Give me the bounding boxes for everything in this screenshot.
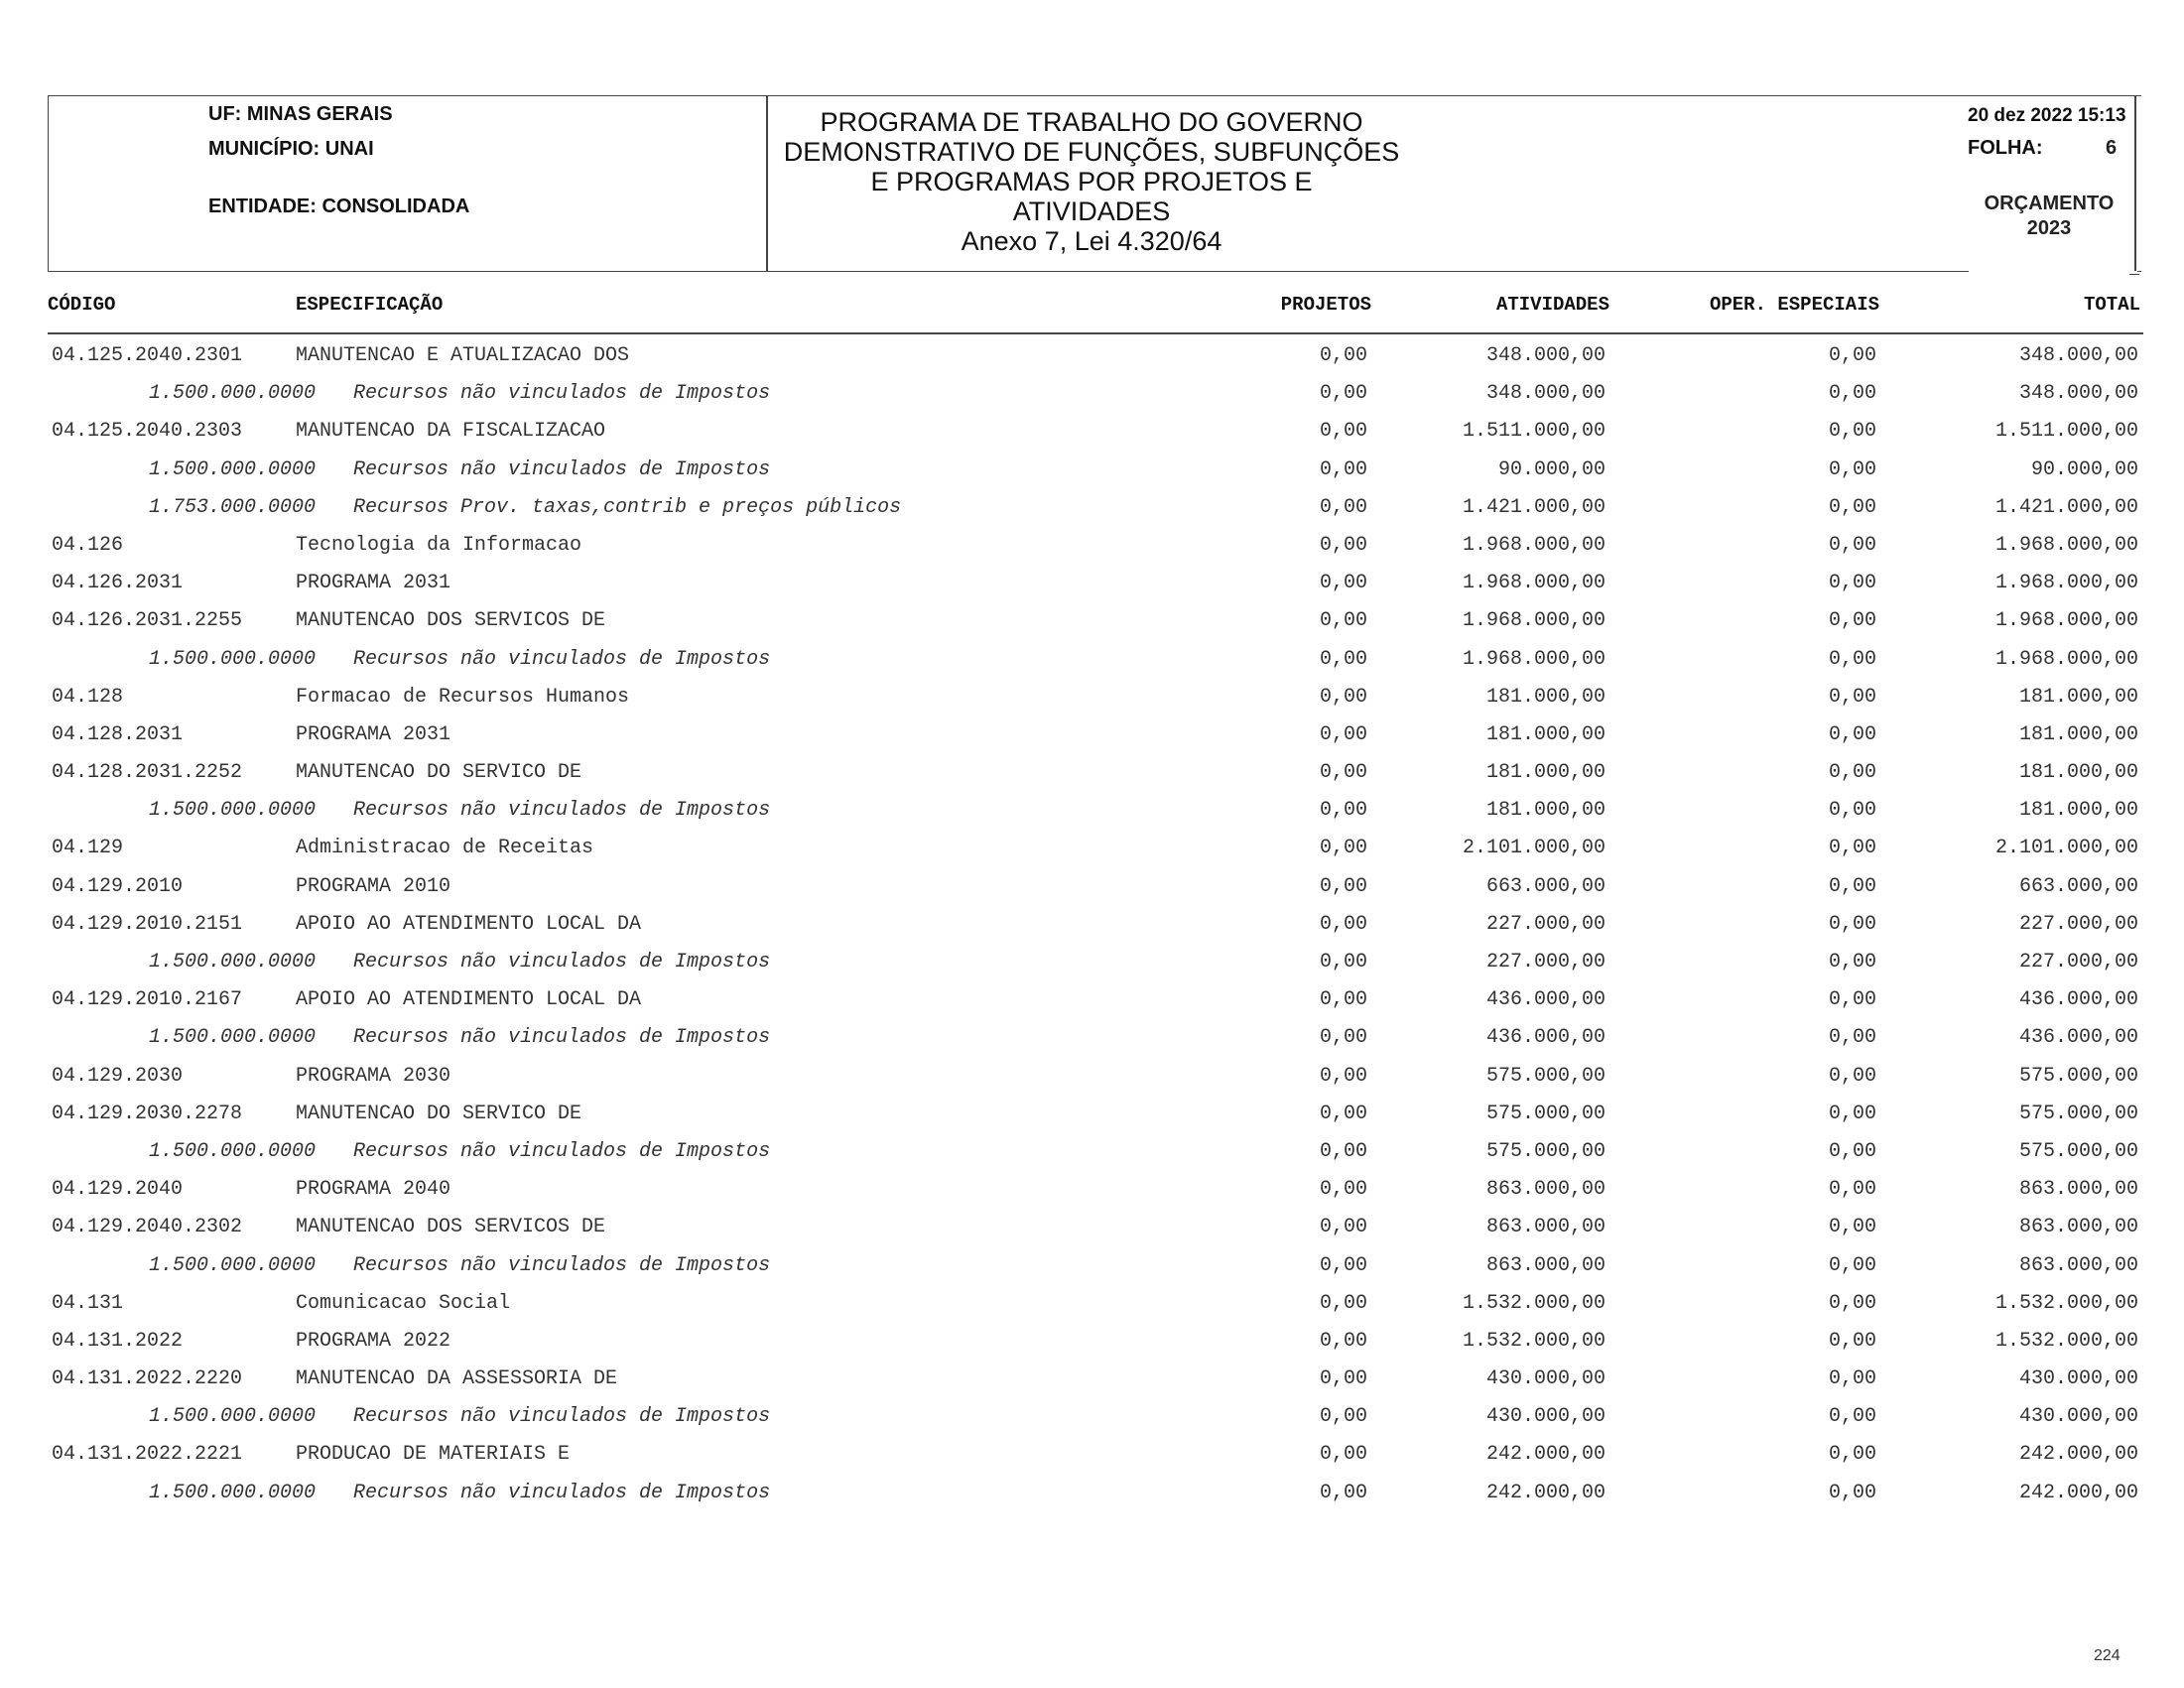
row-especificacao: Recursos não vinculados de Impostos — [353, 382, 771, 406]
row-oper-especiais: 0,00 — [1828, 609, 1876, 633]
title-line-1: PROGRAMA DE TRABALHO DO GOVERNO — [820, 107, 1363, 137]
row-oper-especiais: 0,00 — [1828, 647, 1876, 671]
row-oper-especiais: 0,00 — [1828, 1329, 1876, 1353]
row-especificacao: Formacao de Recursos Humanos — [296, 685, 630, 709]
row-total: 90.000,00 — [2030, 457, 2138, 481]
col-codigo: CÓDIGO — [48, 294, 116, 316]
row-code: 04.131 — [52, 1291, 124, 1315]
row-especificacao: PRODUCAO DE MATERIAIS E — [296, 1443, 571, 1467]
header-right-border — [2134, 95, 2136, 274]
row-code: 04.129.2010.2151 — [52, 912, 243, 936]
row-code: 1.500.000.0000 — [149, 1026, 317, 1050]
row-oper-especiais: 0,00 — [1828, 1102, 1876, 1125]
fonte-row — [0, 1136, 2184, 1174]
row-atividades: 181.000,00 — [1485, 685, 1606, 709]
row-oper-especiais: 0,00 — [1828, 1443, 1876, 1467]
row-total: 1.532.000,00 — [1994, 1291, 2138, 1315]
row-total: 181.000,00 — [2018, 761, 2138, 785]
row-code: 04.126 — [52, 533, 124, 557]
row-projetos: 0,00 — [1319, 1026, 1367, 1050]
row-atividades: 1.968.000,00 — [1462, 572, 1606, 595]
row-especificacao: Recursos não vinculados de Impostos — [353, 951, 771, 974]
row-code: 1.500.000.0000 — [149, 1481, 317, 1504]
row-atividades: 181.000,00 — [1485, 722, 1606, 746]
row-atividades: 863.000,00 — [1485, 1178, 1606, 1202]
row-code: 04.129.2030 — [52, 1064, 184, 1088]
row-projetos: 0,00 — [1319, 874, 1367, 898]
table-row — [0, 1439, 2184, 1477]
table-row — [0, 1288, 2184, 1326]
row-projetos: 0,00 — [1319, 1367, 1367, 1391]
table-row — [0, 1326, 2184, 1363]
column-headers — [0, 294, 2184, 324]
row-atividades: 863.000,00 — [1485, 1253, 1606, 1277]
row-especificacao: Recursos não vinculados de Impostos — [353, 647, 771, 671]
row-projetos: 0,00 — [1319, 837, 1367, 860]
fonte-row — [0, 1022, 2184, 1060]
header-divider — [766, 95, 768, 272]
row-projetos: 0,00 — [1319, 1102, 1367, 1125]
col-total: TOTAL — [2083, 294, 2140, 316]
row-especificacao: MANUTENCAO DO SERVICO DE — [296, 761, 582, 785]
row-projetos: 0,00 — [1319, 420, 1367, 444]
row-especificacao: MANUTENCAO DA FISCALIZACAO — [296, 420, 606, 444]
col-oper-especiais: OPER. ESPECIAIS — [1709, 294, 1879, 316]
orcamento-label: ORÇAMENTO — [1984, 193, 2115, 214]
row-total: 430.000,00 — [2018, 1367, 2138, 1391]
row-code: 04.128.2031.2252 — [52, 761, 243, 785]
row-especificacao: PROGRAMA 2010 — [296, 874, 451, 898]
row-projetos: 0,00 — [1319, 1178, 1367, 1202]
row-code: 04.129.2010 — [52, 874, 184, 898]
row-projetos: 0,00 — [1319, 457, 1367, 481]
row-especificacao: Recursos não vinculados de Impostos — [353, 457, 771, 481]
row-oper-especiais: 0,00 — [1828, 988, 1876, 1012]
row-oper-especiais: 0,00 — [1828, 951, 1876, 974]
row-projetos: 0,00 — [1319, 647, 1367, 671]
table-row — [0, 1174, 2184, 1212]
row-code: 04.131.2022.2220 — [52, 1367, 243, 1391]
row-projetos: 0,00 — [1319, 1329, 1367, 1353]
row-atividades: 227.000,00 — [1485, 951, 1606, 974]
row-total: 1.532.000,00 — [1994, 1329, 2138, 1353]
row-projetos: 0,00 — [1319, 722, 1367, 746]
row-atividades: 1.532.000,00 — [1462, 1329, 1606, 1353]
folha-label: FOLHA: — [1968, 137, 2043, 159]
row-code: 1.500.000.0000 — [149, 1253, 317, 1277]
row-total: 863.000,00 — [2018, 1253, 2138, 1277]
row-total: 1.511.000,00 — [1994, 420, 2138, 444]
col-atividades: ATIVIDADES — [1495, 294, 1609, 316]
row-atividades: 430.000,00 — [1485, 1367, 1606, 1391]
title-line-4: ATIVIDADES — [1012, 196, 1171, 226]
row-projetos: 0,00 — [1319, 572, 1367, 595]
row-especificacao: Tecnologia da Informacao — [296, 533, 582, 557]
row-total: 227.000,00 — [2018, 951, 2138, 974]
report-table-body — [0, 340, 2184, 1515]
table-row — [0, 1212, 2184, 1249]
row-projetos: 0,00 — [1319, 951, 1367, 974]
fonte-row — [0, 492, 2184, 530]
row-code: 04.131.2022.2221 — [52, 1443, 243, 1467]
fonte-row — [0, 1478, 2184, 1515]
row-code: 04.128.2031 — [52, 722, 184, 746]
municipio-label: MUNICÍPIO: UNAI — [208, 138, 374, 160]
row-oper-especiais: 0,00 — [1828, 1291, 1876, 1315]
folha-value: 6 — [2106, 137, 2118, 159]
row-oper-especiais: 0,00 — [1828, 1178, 1876, 1202]
row-code: 04.125.2040.2301 — [52, 344, 243, 367]
header-corner-tick — [2129, 268, 2139, 275]
row-total: 1.968.000,00 — [1994, 572, 2138, 595]
row-oper-especiais: 0,00 — [1828, 1139, 1876, 1163]
table-row — [0, 1099, 2184, 1136]
row-atividades: 2.101.000,00 — [1462, 837, 1606, 860]
row-total: 242.000,00 — [2018, 1443, 2138, 1467]
table-row — [0, 416, 2184, 454]
entidade-label: ENTIDADE: CONSOLIDADA — [208, 195, 470, 217]
fonte-row — [0, 1250, 2184, 1288]
row-projetos: 0,00 — [1319, 495, 1367, 519]
fonte-row — [0, 454, 2184, 492]
row-code: 04.129.2040 — [52, 1178, 184, 1202]
row-total: 348.000,00 — [2018, 382, 2138, 406]
row-atividades: 1.968.000,00 — [1462, 647, 1606, 671]
row-oper-especiais: 0,00 — [1828, 1064, 1876, 1088]
row-oper-especiais: 0,00 — [1828, 495, 1876, 519]
row-total: 863.000,00 — [2018, 1178, 2138, 1202]
row-especificacao: PROGRAMA 2022 — [296, 1329, 451, 1353]
row-oper-especiais: 0,00 — [1828, 874, 1876, 898]
row-total: 436.000,00 — [2018, 1026, 2138, 1050]
header-border-gap — [1969, 271, 2137, 275]
fonte-row — [0, 1401, 2184, 1439]
row-oper-especiais: 0,00 — [1828, 1026, 1876, 1050]
row-code: 1.500.000.0000 — [149, 1405, 317, 1429]
row-oper-especiais: 0,00 — [1828, 382, 1876, 406]
row-oper-especiais: 0,00 — [1828, 1405, 1876, 1429]
uf-label: UF: MINAS GERAIS — [208, 103, 393, 125]
row-oper-especiais: 0,00 — [1828, 722, 1876, 746]
table-row — [0, 605, 2184, 643]
fonte-row — [0, 947, 2184, 984]
row-atividades: 430.000,00 — [1485, 1405, 1606, 1429]
row-atividades: 436.000,00 — [1485, 1026, 1606, 1050]
row-especificacao: Recursos não vinculados de Impostos — [353, 1253, 771, 1277]
row-code: 04.129.2040.2302 — [52, 1216, 243, 1239]
row-atividades: 181.000,00 — [1485, 799, 1606, 823]
page-number: 224 — [2094, 1647, 2120, 1664]
table-row — [0, 757, 2184, 795]
row-projetos: 0,00 — [1319, 1216, 1367, 1239]
row-total: 348.000,00 — [2018, 344, 2138, 367]
row-projetos: 0,00 — [1319, 1064, 1367, 1088]
row-total: 863.000,00 — [2018, 1216, 2138, 1239]
col-especificacao: ESPECIFICAÇÃO — [296, 294, 444, 316]
title-line-5: Anexo 7, Lei 4.320/64 — [961, 226, 1222, 256]
row-total: 242.000,00 — [2018, 1481, 2138, 1504]
table-row — [0, 1061, 2184, 1099]
column-header-rule — [48, 332, 2143, 334]
row-atividades: 1.968.000,00 — [1462, 609, 1606, 633]
row-projetos: 0,00 — [1319, 685, 1367, 709]
row-especificacao: APOIO AO ATENDIMENTO LOCAL DA — [296, 912, 642, 936]
table-row — [0, 719, 2184, 757]
row-oper-especiais: 0,00 — [1828, 457, 1876, 481]
row-atividades: 575.000,00 — [1485, 1064, 1606, 1088]
report-datetime: 20 dez 2022 15:13 — [1968, 105, 2126, 126]
row-oper-especiais: 0,00 — [1828, 344, 1876, 367]
row-especificacao: MANUTENCAO E ATUALIZACAO DOS — [296, 344, 630, 367]
table-row — [0, 984, 2184, 1022]
table-row — [0, 909, 2184, 947]
row-projetos: 0,00 — [1319, 382, 1367, 406]
row-atividades: 90.000,00 — [1497, 457, 1606, 481]
row-atividades: 1.532.000,00 — [1462, 1291, 1606, 1315]
row-code: 04.126.2031.2255 — [52, 609, 243, 633]
row-atividades: 242.000,00 — [1485, 1481, 1606, 1504]
row-especificacao: PROGRAMA 2031 — [296, 572, 451, 595]
row-especificacao: APOIO AO ATENDIMENTO LOCAL DA — [296, 988, 642, 1012]
row-especificacao: PROGRAMA 2030 — [296, 1064, 451, 1088]
row-code: 1.753.000.0000 — [149, 495, 317, 519]
row-total: 663.000,00 — [2018, 874, 2138, 898]
row-code: 1.500.000.0000 — [149, 799, 317, 823]
row-oper-especiais: 0,00 — [1828, 1481, 1876, 1504]
row-oper-especiais: 0,00 — [1828, 1367, 1876, 1391]
row-projetos: 0,00 — [1319, 761, 1367, 785]
row-total: 1.968.000,00 — [1994, 647, 2138, 671]
row-total: 575.000,00 — [2018, 1139, 2138, 1163]
table-row — [0, 682, 2184, 719]
row-total: 181.000,00 — [2018, 685, 2138, 709]
row-atividades: 242.000,00 — [1485, 1443, 1606, 1467]
row-projetos: 0,00 — [1319, 799, 1367, 823]
title-line-2: DEMONSTRATIVO DE FUNÇÕES, SUBFUNÇÕES — [783, 137, 1400, 167]
row-code: 1.500.000.0000 — [149, 457, 317, 481]
row-atividades: 1.421.000,00 — [1462, 495, 1606, 519]
table-row — [0, 530, 2184, 568]
row-oper-especiais: 0,00 — [1828, 912, 1876, 936]
row-oper-especiais: 0,00 — [1828, 799, 1876, 823]
row-code: 1.500.000.0000 — [149, 1139, 317, 1163]
row-projetos: 0,00 — [1319, 1481, 1367, 1504]
row-code: 04.126.2031 — [52, 572, 184, 595]
row-total: 1.968.000,00 — [1994, 533, 2138, 557]
row-total: 181.000,00 — [2018, 799, 2138, 823]
row-code: 04.129 — [52, 837, 124, 860]
row-especificacao: MANUTENCAO DA ASSESSORIA DE — [296, 1367, 618, 1391]
row-total: 575.000,00 — [2018, 1064, 2138, 1088]
row-total: 1.968.000,00 — [1994, 609, 2138, 633]
fonte-row — [0, 378, 2184, 416]
row-oper-especiais: 0,00 — [1828, 837, 1876, 860]
row-projetos: 0,00 — [1319, 988, 1367, 1012]
row-code: 04.129.2030.2278 — [52, 1102, 243, 1125]
col-projetos: PROJETOS — [1280, 294, 1371, 316]
row-total: 1.421.000,00 — [1994, 495, 2138, 519]
row-code: 04.125.2040.2303 — [52, 420, 243, 444]
row-especificacao: Recursos não vinculados de Impostos — [353, 1481, 771, 1504]
row-code: 04.131.2022 — [52, 1329, 184, 1353]
row-especificacao: MANUTENCAO DOS SERVICOS DE — [296, 609, 606, 633]
row-projetos: 0,00 — [1319, 1291, 1367, 1315]
report-title — [774, 107, 1409, 256]
row-especificacao: Recursos não vinculados de Impostos — [353, 1405, 771, 1429]
row-atividades: 348.000,00 — [1485, 382, 1606, 406]
row-code: 04.128 — [52, 685, 124, 709]
row-projetos: 0,00 — [1319, 912, 1367, 936]
table-row — [0, 833, 2184, 870]
row-atividades: 863.000,00 — [1485, 1216, 1606, 1239]
row-especificacao: Recursos não vinculados de Impostos — [353, 1139, 771, 1163]
row-atividades: 436.000,00 — [1485, 988, 1606, 1012]
row-oper-especiais: 0,00 — [1828, 1216, 1876, 1239]
row-oper-especiais: 0,00 — [1828, 420, 1876, 444]
orcamento-year: 2023 — [2026, 217, 2072, 239]
row-especificacao: Recursos Prov. taxas,contrib e preços públicos — [353, 495, 902, 519]
row-oper-especiais: 0,00 — [1828, 572, 1876, 595]
orcamento-block — [1965, 192, 2133, 241]
row-total: 2.101.000,00 — [1994, 837, 2138, 860]
row-oper-especiais: 0,00 — [1828, 761, 1876, 785]
row-projetos: 0,00 — [1319, 1405, 1367, 1429]
row-code: 1.500.000.0000 — [149, 951, 317, 974]
table-row — [0, 871, 2184, 909]
title-line-3: E PROGRAMAS POR PROJETOS E — [870, 167, 1313, 196]
row-atividades: 1.968.000,00 — [1462, 533, 1606, 557]
row-oper-especiais: 0,00 — [1828, 533, 1876, 557]
row-projetos: 0,00 — [1319, 533, 1367, 557]
table-row — [0, 568, 2184, 605]
table-row — [0, 1363, 2184, 1401]
row-total: 227.000,00 — [2018, 912, 2138, 936]
row-projetos: 0,00 — [1319, 1443, 1367, 1467]
row-atividades: 181.000,00 — [1485, 761, 1606, 785]
row-projetos: 0,00 — [1319, 1253, 1367, 1277]
row-especificacao: MANUTENCAO DO SERVICO DE — [296, 1102, 582, 1125]
row-especificacao: Comunicacao Social — [296, 1291, 511, 1315]
row-atividades: 663.000,00 — [1485, 874, 1606, 898]
table-row — [0, 340, 2184, 378]
row-projetos: 0,00 — [1319, 344, 1367, 367]
row-code: 1.500.000.0000 — [149, 382, 317, 406]
row-total: 430.000,00 — [2018, 1405, 2138, 1429]
row-oper-especiais: 0,00 — [1828, 1253, 1876, 1277]
fonte-row — [0, 644, 2184, 682]
row-especificacao: Recursos não vinculados de Impostos — [353, 799, 771, 823]
row-code: 04.129.2010.2167 — [52, 988, 243, 1012]
row-projetos: 0,00 — [1319, 609, 1367, 633]
row-especificacao: Administracao de Receitas — [296, 837, 594, 860]
row-especificacao: PROGRAMA 2031 — [296, 722, 451, 746]
row-atividades: 227.000,00 — [1485, 912, 1606, 936]
row-especificacao: MANUTENCAO DOS SERVICOS DE — [296, 1216, 606, 1239]
row-total: 181.000,00 — [2018, 722, 2138, 746]
row-especificacao: Recursos não vinculados de Impostos — [353, 1026, 771, 1050]
fonte-row — [0, 795, 2184, 833]
row-atividades: 348.000,00 — [1485, 344, 1606, 367]
row-atividades: 575.000,00 — [1485, 1102, 1606, 1125]
row-total: 436.000,00 — [2018, 988, 2138, 1012]
row-code: 1.500.000.0000 — [149, 647, 317, 671]
row-atividades: 575.000,00 — [1485, 1139, 1606, 1163]
row-oper-especiais: 0,00 — [1828, 685, 1876, 709]
row-especificacao: PROGRAMA 2040 — [296, 1178, 451, 1202]
row-projetos: 0,00 — [1319, 1139, 1367, 1163]
row-total: 575.000,00 — [2018, 1102, 2138, 1125]
row-atividades: 1.511.000,00 — [1462, 420, 1606, 444]
